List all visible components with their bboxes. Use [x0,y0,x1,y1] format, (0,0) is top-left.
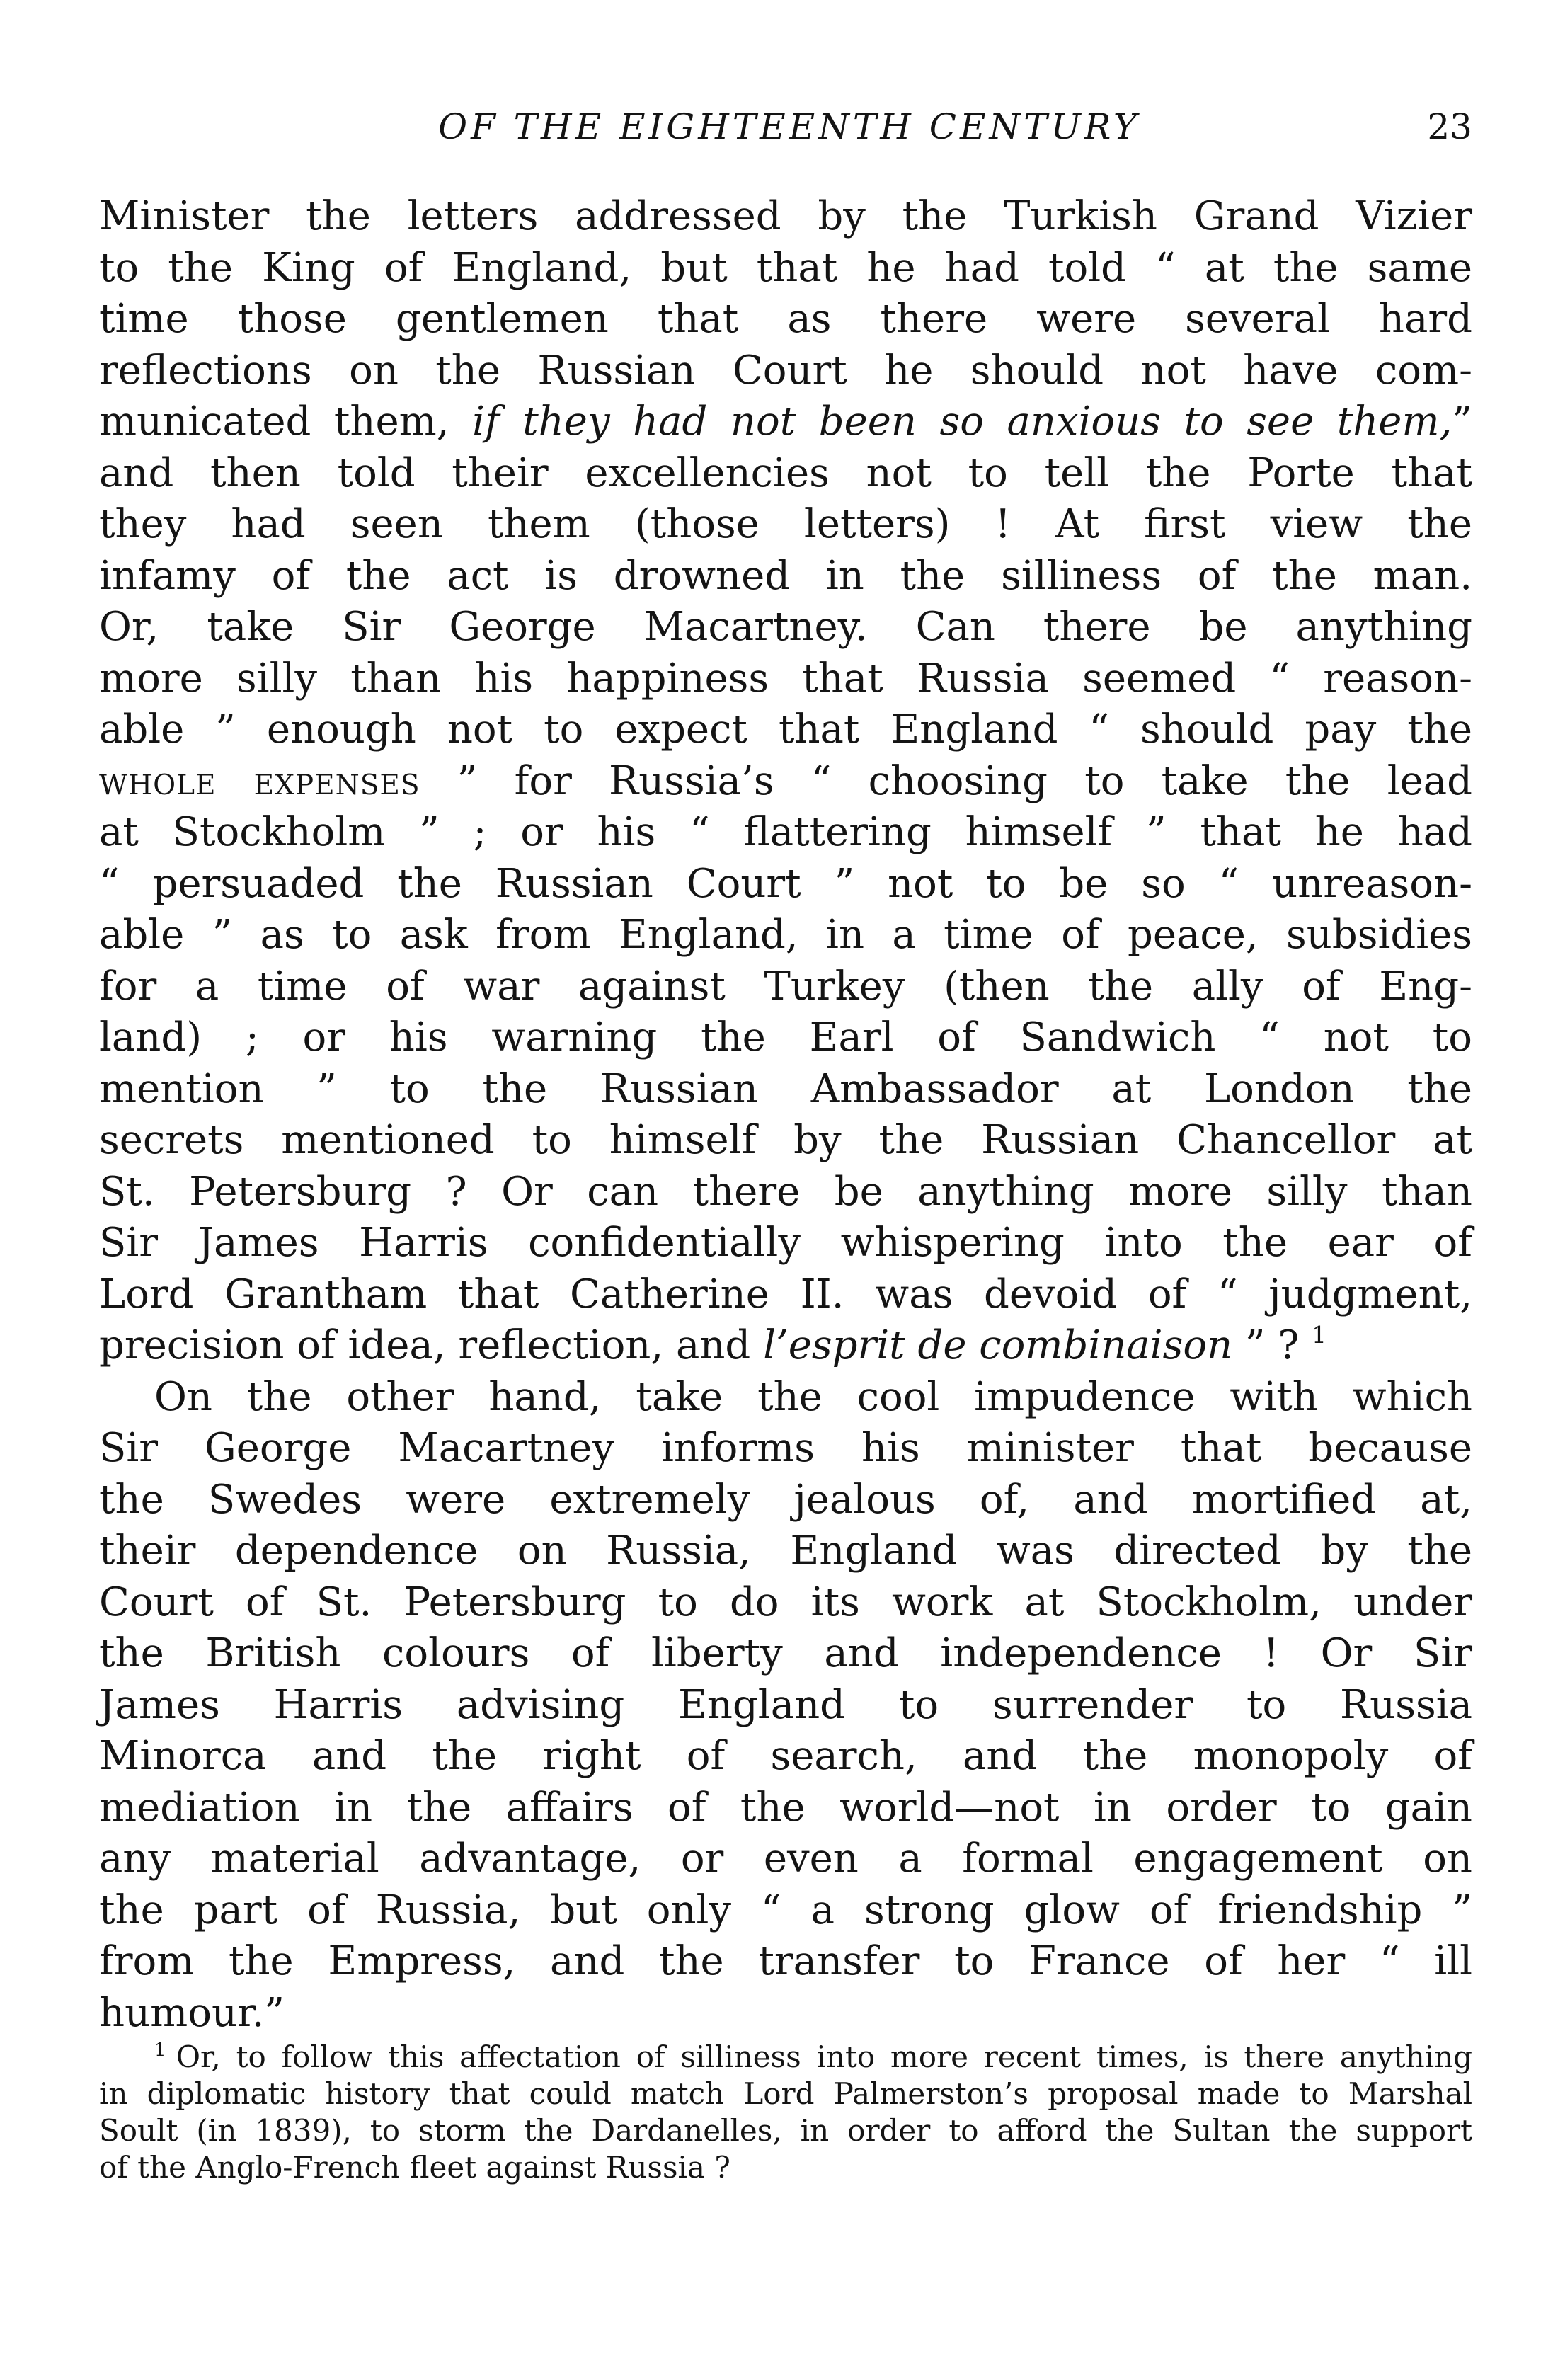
text-line: Minister the letters addressed by the Turkish Grand Vizier [99,193,1472,239]
text-line: the part of Russia, but only “ a strong glow of friendship ” [99,1887,1472,1933]
running-title: OF THE EIGHTEENTH CENTURY [438,106,1140,147]
italic-phrase: l’esprit de combinaison [763,1322,1233,1368]
italic-phrase: if they had not been so anxious to see them, [472,399,1452,445]
text-line: and then told their excellencies not to tell the Porte that [99,450,1472,496]
text-line: On the other hand, take the cool impudence with which [154,1373,1472,1420]
text-line: from the Empress, and the transfer to France of her “ ill [99,1938,1472,1984]
page-number: 23 [1427,106,1472,147]
text-line: Sir James Harris confidentially whispering into the ear of [99,1220,1472,1266]
text-line: able ” as to ask from England, in a time of peace, subsidies [99,912,1472,958]
text-line: municated them, if they had not been so anxious to see them,” [99,399,1472,445]
text-line: their dependence on Russia, England was directed by the [99,1528,1472,1574]
footnote-line: $^1$ Or, to follow this affectation of silliness into more recent times, is there anything [154,2039,1472,2074]
footnote-line: in diplomatic history that could match Lord Palmerston’s proposal made to Marshal [99,2076,1472,2111]
text-line: “ persuaded the Russian Court ” not to be so “ unreason- [99,860,1472,907]
text-line: secrets mentioned to himself by the Russian Chancellor at [99,1117,1472,1163]
text-line: the Swedes were extremely jealous of, and mortified at, [99,1476,1472,1523]
text-line: whole expenses ” for Russia’s “ choosing to take the lead [99,757,1472,804]
text-line: more silly than his happiness that Russia seemed “ reason- [99,655,1472,702]
small-caps-phrase: whole expenses [99,757,420,804]
text-line: they had seen them (those letters) ! At first view the [99,501,1472,547]
text-line: precision of idea, reflection, and l’esprit de combinaison ” ? $^1$ [99,1322,1326,1368]
text-line: for a time of war against Turkey (then the ally of Eng- [99,963,1472,1009]
footnote [99,2039,1472,2186]
text-line: Lord Grantham that Catherine II. was devoid of “ judgment, [99,1271,1472,1317]
text-line: the British colours of liberty and independence ! Or Sir [99,1630,1472,1676]
footnote-reference: 1 [1312,1322,1326,1349]
footnote-line: Soult (in 1839), to storm the Dardanelles, in order to afford the Sultan the support [99,2113,1472,2148]
footnote-line: of the Anglo-French fleet against Russia ? [99,2150,730,2185]
text-line: able ” enough not to expect that England “ should pay the [99,706,1472,753]
text-line: James Harris advising England to surrender to Russia [99,1681,1472,1728]
text-line: land) ; or his warning the Earl of Sandwich “ not to [99,1014,1472,1060]
text-line: Court of St. Petersburg to do its work at Stockholm, under [99,1579,1472,1625]
text-line: reflections on the Russian Court he should not have com- [99,347,1472,394]
text-line: Or, take Sir George Macartney. Can there be anything [99,604,1472,650]
footnote-marker: 1 [154,2039,166,2061]
text-line: infamy of the act is drowned in the silliness of the man. [99,552,1472,599]
text-line: to the King of England, but that he had told “ at the same [99,244,1472,291]
text-line: mention ” to the Russian Ambassador at London the [99,1065,1472,1112]
text-line: mediation in the affairs of the world—not in order to gain [99,1784,1472,1831]
page-header [106,106,1472,156]
text-line: St. Petersburg ? Or can there be anything more silly than [99,1168,1472,1215]
text-line: time those gentlemen that as there were several hard [99,296,1472,342]
text-line: Minorca and the right of search, and the monopoly of [99,1733,1472,1779]
text-line: at Stockholm ” ; or his “ flattering himself ” that he had [99,809,1472,855]
body-text [99,191,1472,2039]
text-line: any material advantage, or even a formal engagement on [99,1836,1472,1882]
text-line: humour.” [99,1989,285,2036]
text-line: Sir George Macartney informs his minister that because [99,1425,1472,1471]
